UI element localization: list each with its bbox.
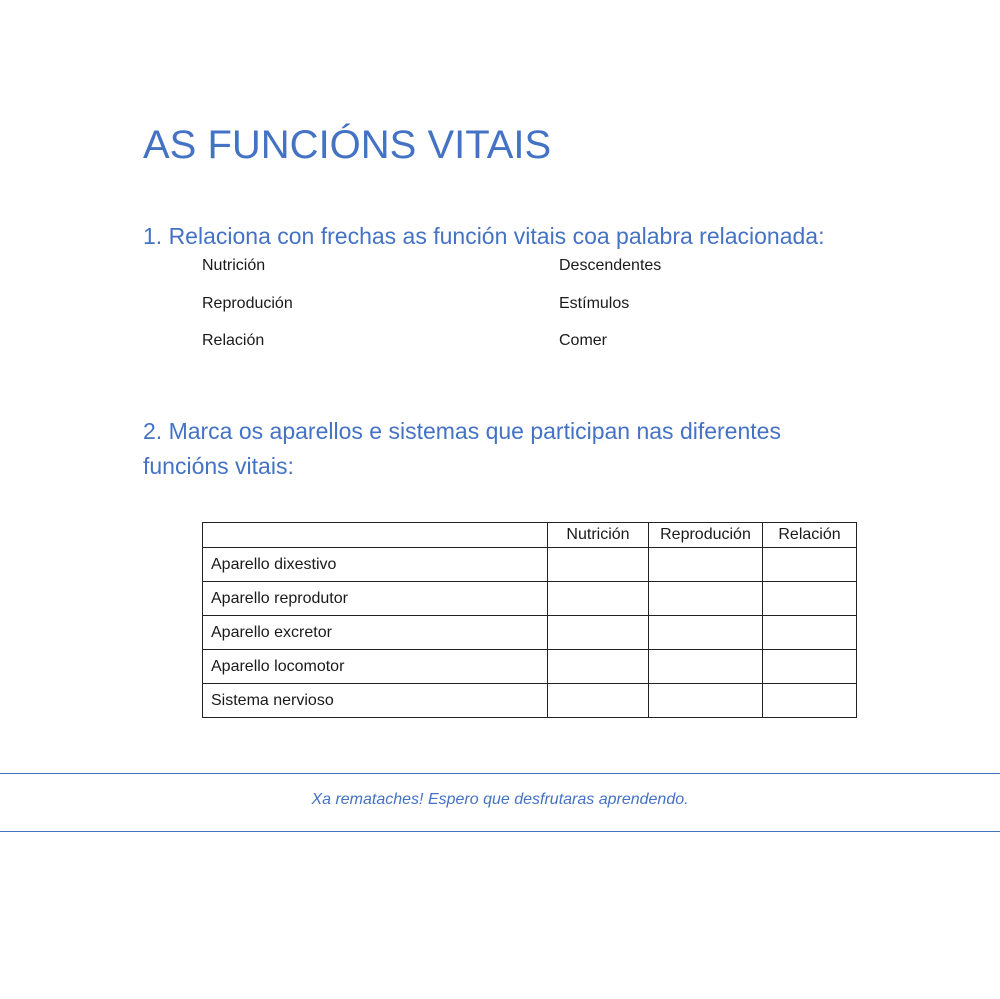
systems-table (202, 522, 857, 718)
page-title: AS FUNCIÓNS VITAIS (143, 123, 552, 167)
footer-bottom-divider (0, 831, 1000, 832)
column-header-reproducion: Reprodución (649, 523, 763, 548)
mark-cell-relacion[interactable] (763, 616, 857, 650)
mark-cell-nutricion[interactable] (548, 616, 649, 650)
table-row (203, 582, 857, 616)
table-row (203, 548, 857, 582)
column-header-nutricion: Nutrición (548, 523, 649, 548)
footer-message: Xa remataches! Espero que desfrutaras aprendendo. (311, 791, 689, 808)
column-header-blank (203, 523, 548, 548)
match-right-item[interactable]: Estímulos (559, 295, 630, 312)
mark-cell-reproducion[interactable] (649, 548, 763, 582)
table-row (203, 684, 857, 718)
mark-cell-reproducion[interactable] (649, 616, 763, 650)
match-right-item[interactable]: Descendentes (559, 257, 662, 274)
table-row (203, 616, 857, 650)
mark-cell-nutricion[interactable] (548, 650, 649, 684)
question-1-heading: 1. Relaciona con frechas as función vitais coa palabra relacionada: (143, 223, 825, 249)
mark-cell-nutricion[interactable] (548, 684, 649, 718)
row-label: Aparello excretor (203, 616, 548, 650)
mark-cell-relacion[interactable] (763, 650, 857, 684)
column-header-relacion: Relación (763, 523, 857, 548)
footer-top-divider (0, 773, 1000, 774)
match-right-item[interactable]: Comer (559, 332, 608, 349)
mark-cell-relacion[interactable] (763, 582, 857, 616)
mark-cell-nutricion[interactable] (548, 582, 649, 616)
mark-cell-reproducion[interactable] (649, 650, 763, 684)
mark-cell-relacion[interactable] (763, 684, 857, 718)
mark-cell-relacion[interactable] (763, 548, 857, 582)
match-left-item[interactable]: Reprodución (202, 295, 293, 312)
match-left-item[interactable]: Relación (202, 332, 265, 349)
row-label: Aparello dixestivo (203, 548, 548, 582)
table-row (203, 650, 857, 684)
mark-cell-nutricion[interactable] (548, 548, 649, 582)
row-label: Sistema nervioso (203, 684, 548, 718)
row-label: Aparello reprodutor (203, 582, 548, 616)
mark-cell-reproducion[interactable] (649, 582, 763, 616)
match-left-item[interactable]: Nutrición (202, 257, 266, 274)
row-label: Aparello locomotor (203, 650, 548, 684)
question-2-heading: 2. Marca os aparellos e sistemas que participan nas diferentes funcións vitais: (143, 418, 781, 479)
mark-cell-reproducion[interactable] (649, 684, 763, 718)
table-header-row (203, 523, 857, 548)
